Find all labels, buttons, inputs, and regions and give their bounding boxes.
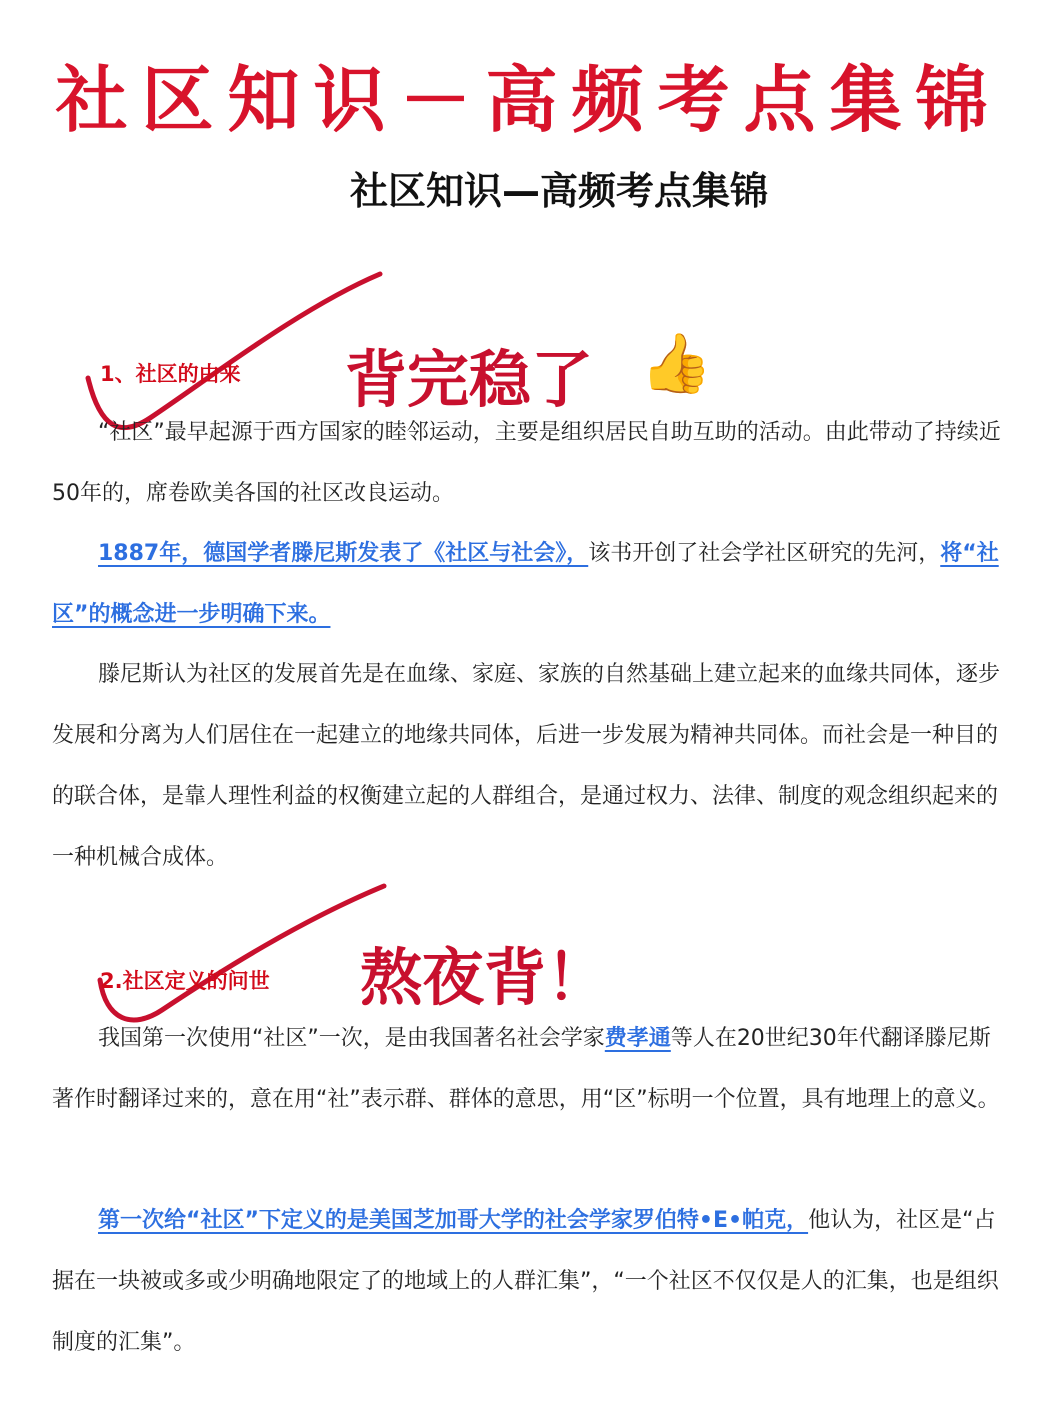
section-1-heading: 1、社区的由来 bbox=[100, 362, 241, 386]
section-1-paragraph-1: “社区”最早起源于西方国家的睦邻运动，主要是组织居民自助互助的活动。由此带动了持续近50年的，席卷欧美各国的社区改良运动。 bbox=[52, 420, 1001, 506]
handwritten-note-1: 背完稳了 bbox=[345, 343, 594, 416]
page-title: 社区知识—高频考点集锦 bbox=[350, 169, 769, 213]
link-fei-xiaotong[interactable]: 费孝通 bbox=[604, 1026, 671, 1051]
section-1-paragraph-3: 滕尼斯认为社区的发展首先是在血缘、家庭、家族的自然基础上建立起来的血缘共同体，逐步发展和分离为人们居住在一起建立的地缘共同体，后进一步发展为精神共同体。而社会是一种目的的联合体，是靠人理性利益的权衡建立起的人群组合，是通过权力、法律、制度的观念组织起来的一种机械合成体。 bbox=[52, 662, 1001, 870]
section-1-paragraph-2: 1887年，德国学者滕尼斯发表了《社区与社会》，该书开创了社会学社区研究的先河，将“社区”的概念进一步明确下来。 bbox=[52, 541, 999, 627]
section-2-paragraph-2: 第一次给“社区”下定义的是美国芝加哥大学的社会学家罗伯特•E•帕克，他认为，社区是“占据在一块被或多或少明确地限定了的地域上的人群汇集”，“一个社区不仅仅是人的汇集，也是组织制度的汇集”。 bbox=[52, 1208, 999, 1355]
banner-title: 社区知识－高频考点集锦 bbox=[55, 57, 1002, 142]
handwritten-note-2: 熬夜背！ bbox=[360, 941, 609, 1014]
highlight-link-park[interactable]: 第一次给“社区”下定义的是美国芝加哥大学的社会学家罗伯特•E•帕克， bbox=[98, 1208, 809, 1233]
highlight-link-concept[interactable]: 将“社区”的概念进一步明确下来。 bbox=[52, 541, 999, 627]
highlight-link-tonnies[interactable]: 1887年，德国学者滕尼斯发表了《社区与社会》， bbox=[98, 541, 589, 566]
section-2-paragraph-1: 我国第一次使用“社区”一次，是由我国著名社会学家费孝通等人在20世纪30年代翻译滕尼斯著作时翻译过来的，意在用“社”表示群、群体的意思，用“区”标明一个位置，具有地理上的意义。 bbox=[52, 1026, 1000, 1112]
section-2-heading: 2.社区定义的问世 bbox=[100, 969, 270, 993]
thumbs-up-icon: 👍 bbox=[640, 329, 713, 397]
